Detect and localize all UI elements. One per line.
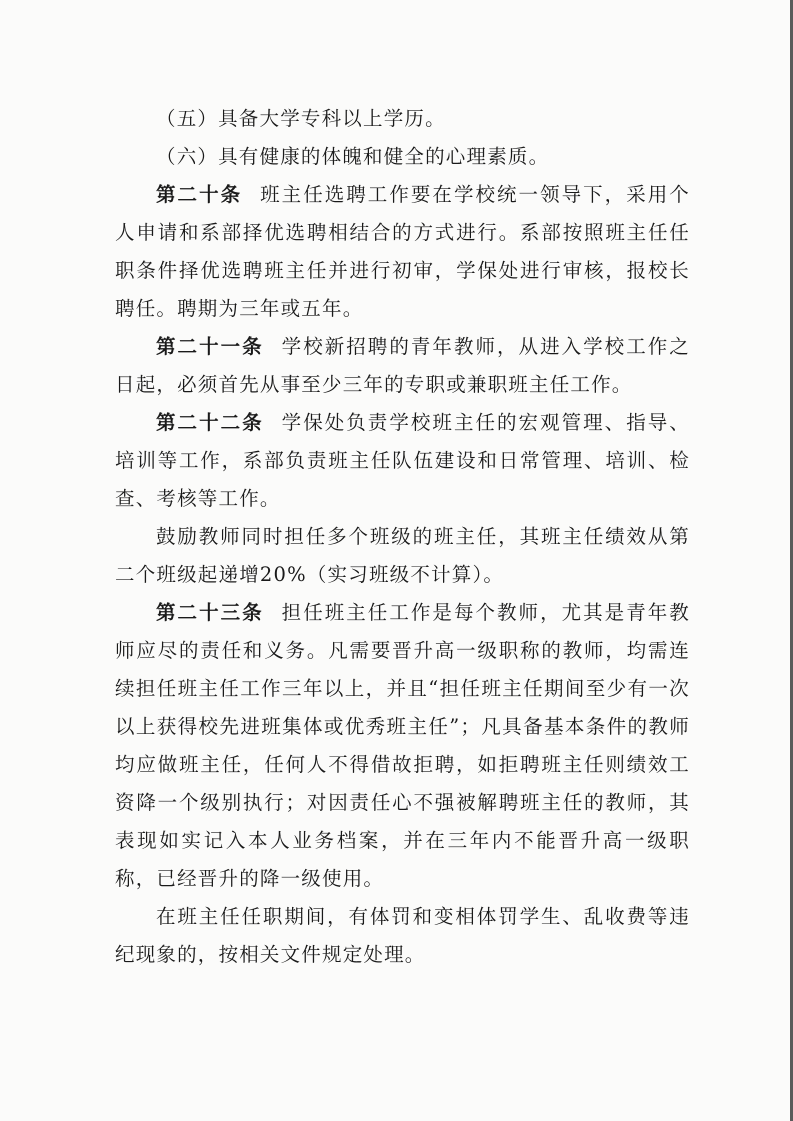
paragraph-text: 学校新招聘的青年教师，从进入学校工作之日起，必须首先从事至少三年的专职或兼职班主任工作。 [115, 335, 690, 396]
paragraph-text: （六）具有健康的体魄和健全的心理素质。 [156, 145, 550, 168]
paragraph-text: 班主任选聘工作要在学校统一领导下，采用个人申请和系部择优选聘相结合的方式进行。系部按照班主任任职条件择优选聘班主任并进行初审，学保处进行审核，报校长聘任。聘期为三年或五年。 [115, 183, 690, 320]
article-20 [115, 176, 690, 328]
paragraph-text: 学保处负责学校班主任的宏观管理、指导、培训等工作，系部负责班主任队伍建设和日常管理、培训、检查、考核等工作。 [115, 411, 690, 510]
article-22 [115, 404, 690, 518]
paragraph-text: 担任班主任工作是每个教师，尤其是青年教师应尽的责任和义务。凡需要晋升高一级职称的教师，均需连续担任班主任工作三年以上，并且“担任班主任期间至少有一次以上获得校先进班集体或优秀班主任”；凡具备基本条件的教师均应做班主任，任何人不得借故拒聘，如拒聘班主任则绩效工资降一个级别执行；对因责任心不强被解聘班主任的教师，其表现如实记入本人业务档案，并在三年内不能晋升高一级职称，已经晋升的降一级使用。 [115, 601, 690, 890]
paragraph-text: 在班主任任职期间，有体罚和变相体罚学生、乱收费等违纪现象的，按相关文件规定处理。 [115, 905, 690, 966]
paragraph-item-6 [115, 138, 690, 176]
article-heading: 第二十三条 [156, 601, 264, 624]
article-23 [115, 594, 690, 898]
paragraph-incentive [115, 518, 690, 594]
article-21 [115, 328, 690, 404]
paragraph-text: 鼓励教师同时担任多个班级的班主任，其班主任绩效从第二个班级起递增20%（实习班级不计算）。 [115, 525, 690, 586]
article-heading: 第二十一条 [156, 335, 264, 358]
paragraph-text: （五）具备大学专科以上学历。 [156, 107, 446, 130]
paragraph-item-5 [115, 100, 690, 138]
paragraph-discipline [115, 898, 690, 974]
article-heading: 第二十条 [156, 183, 243, 206]
article-heading: 第二十二条 [156, 411, 264, 434]
document-body [115, 100, 690, 974]
